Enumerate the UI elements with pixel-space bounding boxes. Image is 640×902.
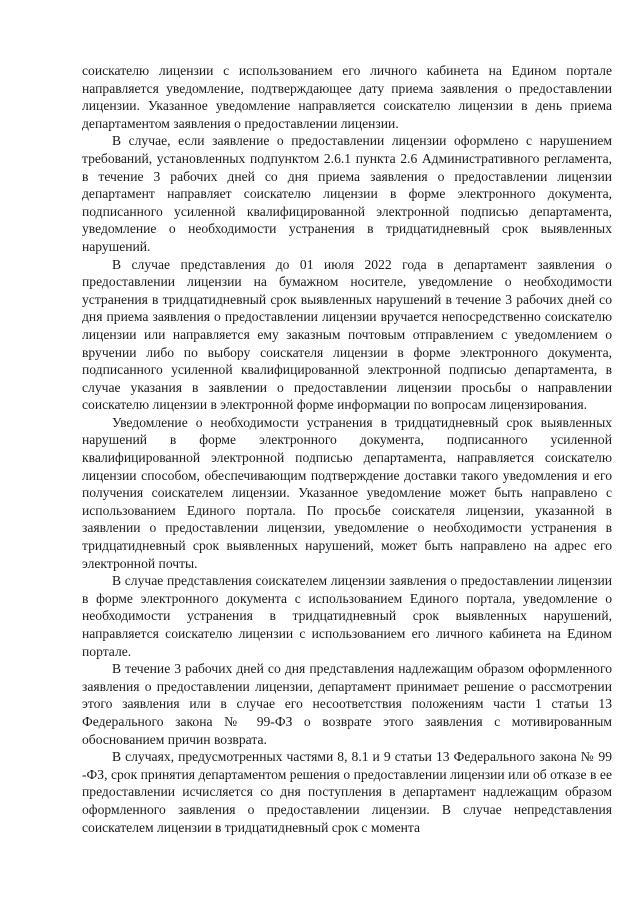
paragraph-continuation: соискателю лицензии с использованием его личного кабинета на Едином портале направляется уведомление, подтверждающее дату приема заявления о предоставлении лицензии. Указанное уведомление направляется соискателю лицензии в день приема департаментом заявления о предоставлении лицензии.	[82, 63, 612, 131]
paragraph-portal-application: В случае представления соискателем лицензии заявления о предоставлении лицензии в форме электронного документа с использованием Единого портала, уведомление о необходимости устранения в тридцатидневный срок выявленных нарушений, направляется соискателю лицензии с использованием его личного кабинета на Едином портале.	[82, 573, 612, 659]
paragraph-electronic-notice: Уведомление о необходимости устранения в тридцатидневный срок выявленных нарушений в форме электронного документа, подписанного усиленной квалифицированной электронной подписью департамента, направляется соискателю лицензии способом, обеспечивающим подтверждение доставки такого уведомления и его получения соискателем лицензии. Указанное уведомление может быть направлено с использованием Единого портала. По просьбе соискателя лицензии, указанной в заявлении о предоставлении лицензии, уведомление о необходимости устранения в тридцатидневный срок выявленных нарушений, может быть направлено на адрес его электронной почты.	[82, 414, 612, 571]
document-page	[82, 62, 612, 836]
paragraph-paper-application: В случае представления до 01 июля 2022 года в департамент заявления о предоставлении лицензии на бумажном носителе, уведомление о необходимости устранения в тридцатидневный срок выявленных нарушений в течение 3 рабочих дней со дня приема заявления о предоставлении лицензии вручается непосредственно соискателю лицензии или направляется ему заказным почтовым отправлением с уведомлением о вручении либо по выбору соискателя лицензии в форме электронного документа, подписанного усиленной квалифицированной электронной подписью департамента, в случае указания в заявлении о предоставлении лицензии просьбы о направлении соискателю лицензии в электронной форме информации по вопросам лицензирования.	[82, 256, 612, 413]
paragraph-violation-notice: В случае, если заявление о предоставлении лицензии оформлено с нарушением требований, установленных подпунктом 2.6.1 пункта 2.6 Административного регламента, в течение 3 рабочих дней со дня приема заявления о предоставлении лицензии департамент направляет соискателю лицензии в форме электронного документа, подписанного усиленной квалифицированной электронной подписью департамента, уведомление о необходимости устранения в тридцатидневный срок выявленных нарушений.	[82, 133, 612, 254]
paragraph-review-decision: В течение 3 рабочих дней со дня представления надлежащим образом оформленного заявления о предоставлении лицензии, департамент принимает решение о рассмотрении этого заявления или в случае его несоответствия положениям части 1 статьи 13 Федерального закона № 99-ФЗ о возврате этого заявления с мотивированным обоснованием причин возврата.	[82, 661, 612, 747]
paragraph-decision-deadline: В случаях, предусмотренных частями 8, 8.1 и 9 статьи 13 Федерального закона № 99 -ФЗ, срок принятия департаментом решения о предоставлении лицензии или об отказе в ее предоставлении исчисляется со дня поступления в департамент надлежащим образом оформленного заявления о предоставлении лицензии. В случае непредставления соискателем лицензии в тридцатидневный срок с момента	[82, 749, 612, 835]
